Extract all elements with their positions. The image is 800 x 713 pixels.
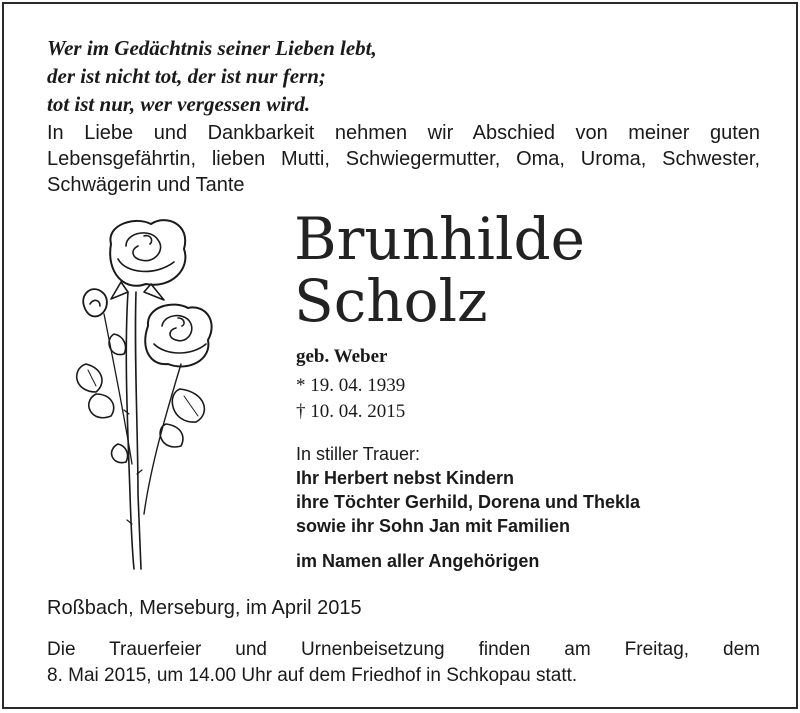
farewell-text: [47, 120, 760, 198]
birth-date: * 19. 04. 1939: [296, 375, 406, 396]
obituary-notice: [2, 2, 798, 709]
poem-line: tot ist nur, wer vergessen wird.: [47, 92, 311, 116]
place-and-date: Roßbach, Merseburg, im April 2015: [47, 597, 362, 619]
deceased-first-name: Brunhilde: [294, 205, 585, 273]
mourner-line: ihre Töchter Gerhild, Dorena und Thekla: [296, 492, 641, 512]
death-date: † 10. 04. 2015: [296, 401, 406, 422]
birth-name: geb. Weber: [296, 346, 388, 367]
poem-line: Wer im Gedächtnis seiner Lieben lebt,: [47, 36, 377, 60]
mourners-block: [296, 442, 640, 538]
farewell-line: In Liebe und Dankbarkeit nehmen wir Abschied von meiner guten: [47, 122, 760, 144]
funeral-info: [47, 637, 760, 689]
farewell-line: Schwägerin und Tante: [47, 174, 245, 196]
all-relatives-line: im Namen aller Angehörigen: [296, 551, 540, 571]
memorial-poem: [47, 34, 377, 118]
poem-line: der ist nicht tot, der ist nur fern;: [47, 64, 326, 88]
mourner-line: Ihr Herbert nebst Kindern: [296, 468, 515, 488]
funeral-line: 8. Mai 2015, um 14.00 Uhr auf dem Friedhof in Schkopau statt.: [47, 665, 578, 686]
mourner-line: sowie ihr Sohn Jan mit Familien: [296, 516, 571, 536]
farewell-line: Lebensgefährtin, lieben Mutti, Schwiegermutter, Oma, Uroma, Schwester,: [47, 148, 760, 170]
funeral-line: Die Trauerfeier und Urnenbeisetzung finden am Freitag, dem: [47, 639, 760, 660]
mourners-heading: In stiller Trauer:: [296, 444, 421, 464]
deceased-last-name: Scholz: [294, 267, 488, 335]
rose-illustration: [66, 214, 236, 584]
